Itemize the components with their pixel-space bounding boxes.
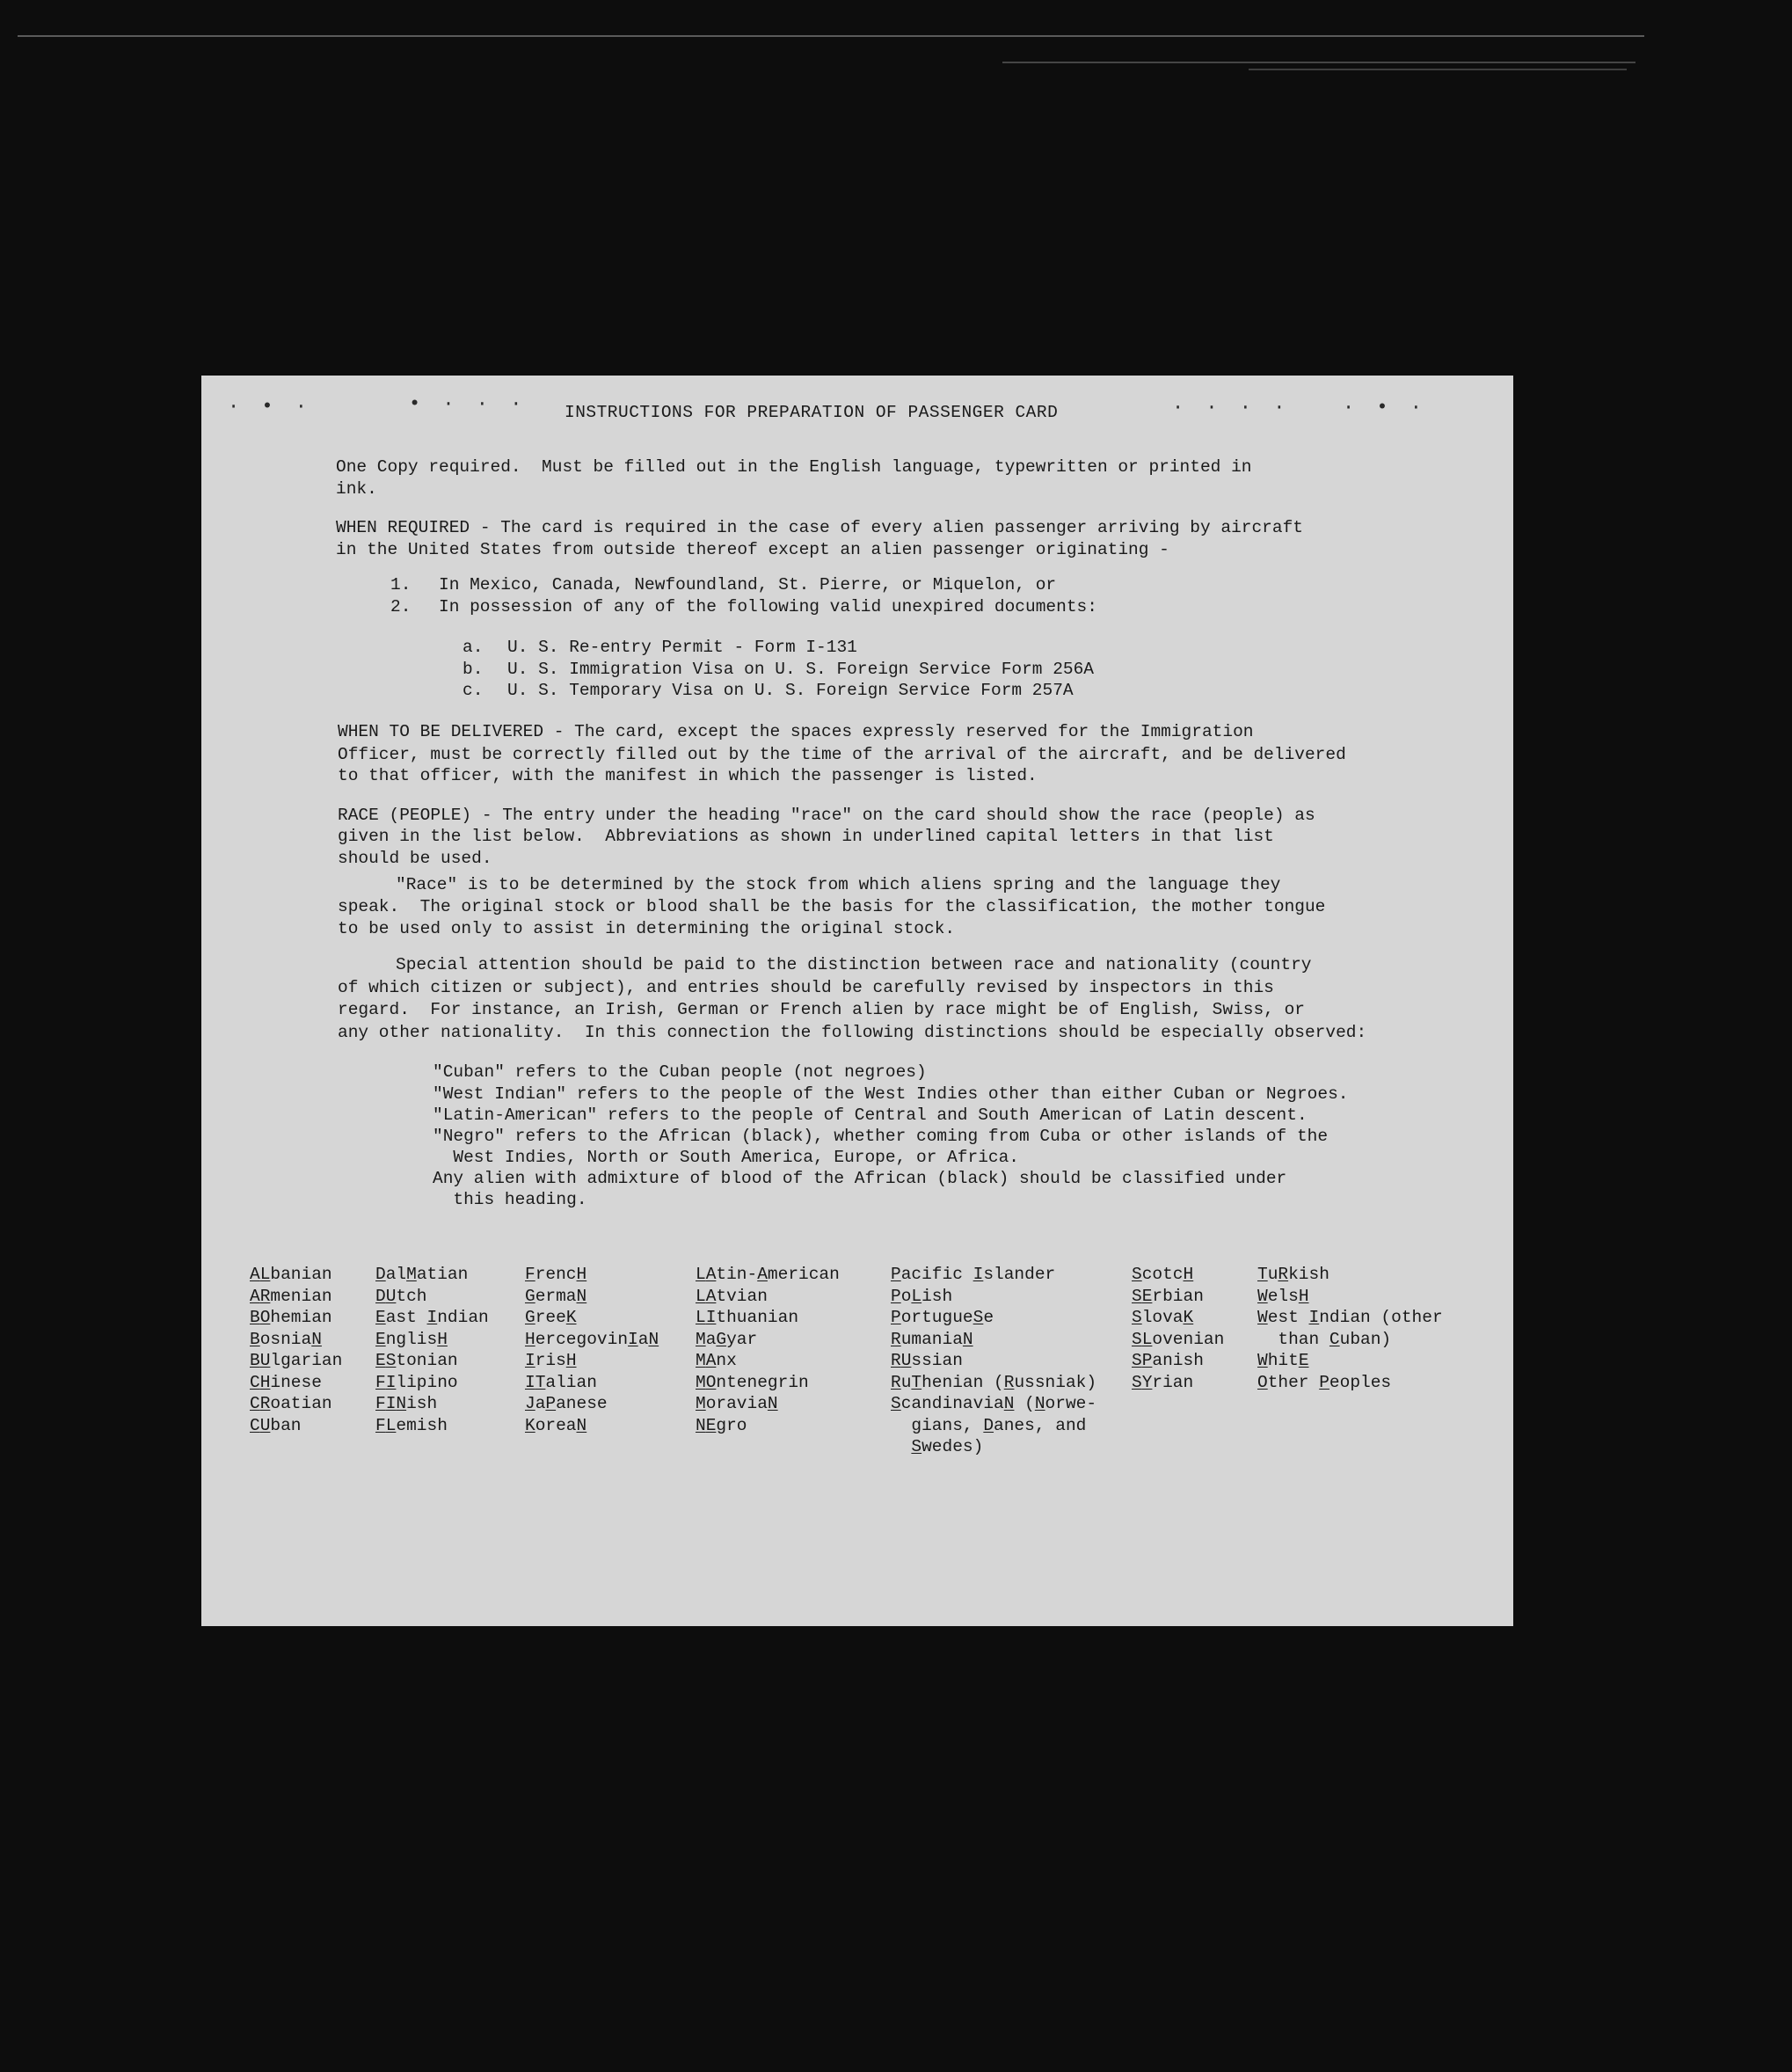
race-entry: PoLish (891, 1286, 953, 1306)
numbered-item-text: In possession of any of the following valid unexpired documents: (439, 597, 1097, 616)
intro-line: ink. (336, 479, 377, 499)
race-entry: Other Peoples (1257, 1372, 1392, 1392)
race-people-line: RACE (PEOPLE) - The entry under the heading "race" on the card should show the race (people) as (338, 806, 1315, 825)
when-required-line: WHEN REQUIRED - The card is required in the case of every alien passenger arriving by aircraft (336, 518, 1303, 537)
film-scratch (18, 35, 1644, 37)
document-item-text: U. S. Re-entry Permit - Form I-131 (507, 638, 857, 657)
race-entry: SErbian (1132, 1286, 1204, 1306)
race-entry: EnglisH (375, 1329, 448, 1349)
race-entry: than Cuban) (1257, 1329, 1392, 1349)
race-entry: KoreaN (525, 1415, 587, 1435)
when-delivered-line: WHEN TO BE DELIVERED - The card, except the spaces expressly reserved for the Immigration (338, 722, 1254, 741)
race-entry: Swedes) (911, 1437, 984, 1456)
race-entry: West Indian (other (1257, 1308, 1443, 1327)
race-entry: PortugueSe (891, 1308, 994, 1327)
race-entry: EStonian (375, 1351, 458, 1370)
film-scratch (1002, 62, 1635, 63)
intro-line: One Copy required. Must be filled out in the English language, typewritten or printed in (336, 457, 1252, 477)
document-item-letter: b. (463, 660, 484, 679)
typewriter-marks: · • · (1343, 397, 1428, 419)
document-title: INSTRUCTIONS FOR PREPARATION OF PASSENGER CARD (565, 403, 1059, 422)
distinction-line: West Indies, North or South America, Europe, or Africa. (433, 1148, 1020, 1167)
race-entry: East Indian (375, 1308, 489, 1327)
when-delivered-line: Officer, must be correctly filled out by the time of the arrival of the aircraft, and be delivered (338, 745, 1346, 764)
distinction-line: "West Indian" refers to the people of the West Indies other than either Cuban or Negroes. (433, 1084, 1349, 1104)
race-entry: ALbanian (250, 1265, 332, 1284)
document-item-letter: a. (463, 638, 484, 657)
distinction-line: "Latin-American" refers to the people of Central and South American of Latin descent. (433, 1105, 1308, 1125)
document-item-letter: c. (463, 681, 484, 700)
race-entry: NEgro (696, 1415, 747, 1435)
race-entry: BOhemian (250, 1308, 332, 1327)
numbered-item-text: In Mexico, Canada, Newfoundland, St. Pierre, or Miquelon, or (439, 575, 1057, 595)
race-entry: SlovaK (1132, 1308, 1194, 1327)
race-entry: DalMatian (375, 1265, 469, 1284)
race-determined-line: "Race" is to be determined by the stock from which aliens spring and the language they (396, 875, 1281, 894)
race-entry: MAnx (696, 1351, 737, 1370)
race-entry: MoraviaN (696, 1394, 778, 1413)
when-required-line: in the United States from outside thereof except an alien passenger originating - (336, 540, 1169, 559)
race-entry: TuRkish (1257, 1265, 1329, 1284)
document-item-text: U. S. Immigration Visa on U. S. Foreign Service Form 256A (507, 660, 1095, 679)
race-determined-line: to be used only to assist in determining the original stock. (338, 919, 956, 938)
race-entry: FINish (375, 1394, 438, 1413)
race-entry: MaGyar (696, 1329, 758, 1349)
race-entry: IrisH (525, 1351, 577, 1370)
distinction-line: "Cuban" refers to the Cuban people (not negroes) (433, 1062, 927, 1082)
race-entry: ScandinaviaN (Norwe- (891, 1394, 1097, 1413)
instruction-sheet (201, 376, 1513, 1626)
race-entry: HercegovinIaN (525, 1329, 659, 1349)
race-entry: WelsH (1257, 1286, 1309, 1306)
document-item-text: U. S. Temporary Visa on U. S. Foreign Service Form 257A (507, 681, 1074, 700)
special-attention-line: regard. For instance, an Irish, German or French alien by race might be of English, Swiss, or (338, 1000, 1305, 1019)
race-people-line: should be used. (338, 849, 492, 868)
numbered-item-number: 1. (390, 575, 412, 595)
typewriter-marks: · • · (228, 396, 313, 418)
race-entry: SYrian (1132, 1372, 1194, 1392)
race-entry: CRoatian (250, 1394, 332, 1413)
distinction-line: this heading. (433, 1190, 587, 1209)
race-entry: RuThenian (Russniak) (891, 1372, 1097, 1392)
race-entry: GermaN (525, 1286, 587, 1306)
race-entry: ScotcH (1132, 1265, 1194, 1284)
race-entry: CHinese (250, 1372, 322, 1392)
race-entry: LAtin-American (696, 1265, 840, 1284)
race-entry: BUlgarian (250, 1351, 343, 1370)
race-entry: gians, Danes, and (891, 1415, 1087, 1435)
race-entry: GreeK (525, 1308, 577, 1327)
special-attention-line: of which citizen or subject), and entries should be carefully revised by inspectors in this (338, 978, 1274, 997)
race-entry: ITalian (525, 1372, 597, 1392)
race-entry: RumaniaN (891, 1329, 973, 1349)
race-people-line: given in the list below. Abbreviations as shown in underlined capital letters in that list (338, 827, 1274, 846)
race-entry: FrencH (525, 1265, 587, 1284)
race-entry: BosniaN (250, 1329, 322, 1349)
race-entry: ARmenian (250, 1286, 332, 1306)
race-entry: FLemish (375, 1415, 448, 1435)
race-entry: Pacific Islander (891, 1265, 1056, 1284)
race-entry: LAtvian (696, 1286, 768, 1306)
film-scratch (1249, 69, 1627, 70)
typewriter-marks: · · · · (1172, 397, 1291, 419)
race-entry: FIlipino (375, 1372, 458, 1392)
race-entry: SLovenian (1132, 1329, 1225, 1349)
when-delivered-line: to that officer, with the manifest in which the passenger is listed. (338, 766, 1038, 785)
race-entry: RUssian (891, 1351, 963, 1370)
numbered-item-number: 2. (390, 597, 412, 616)
race-entry: DUtch (375, 1286, 427, 1306)
race-entry: JaPanese (525, 1394, 608, 1413)
race-entry: WhitE (1257, 1351, 1309, 1370)
race-entry: MOntenegrin (696, 1372, 809, 1392)
special-attention-line: Special attention should be paid to the distinction between race and nationality (country (396, 955, 1312, 974)
special-attention-line: any other nationality. In this connection the following distinctions should be especially observed: (338, 1023, 1367, 1042)
race-entry: SPanish (1132, 1351, 1204, 1370)
distinction-line: "Negro" refers to the African (black), whether coming from Cuba or other islands of the (433, 1127, 1329, 1146)
race-determined-line: speak. The original stock or blood shall be the basis for the classification, the mother tongue (338, 897, 1326, 916)
distinction-line: Any alien with admixture of blood of the African (black) should be classified under (433, 1169, 1287, 1188)
typewriter-marks: • · · · (409, 393, 528, 415)
race-entry: LIthuanian (696, 1308, 799, 1327)
race-entry: CUban (250, 1415, 302, 1435)
